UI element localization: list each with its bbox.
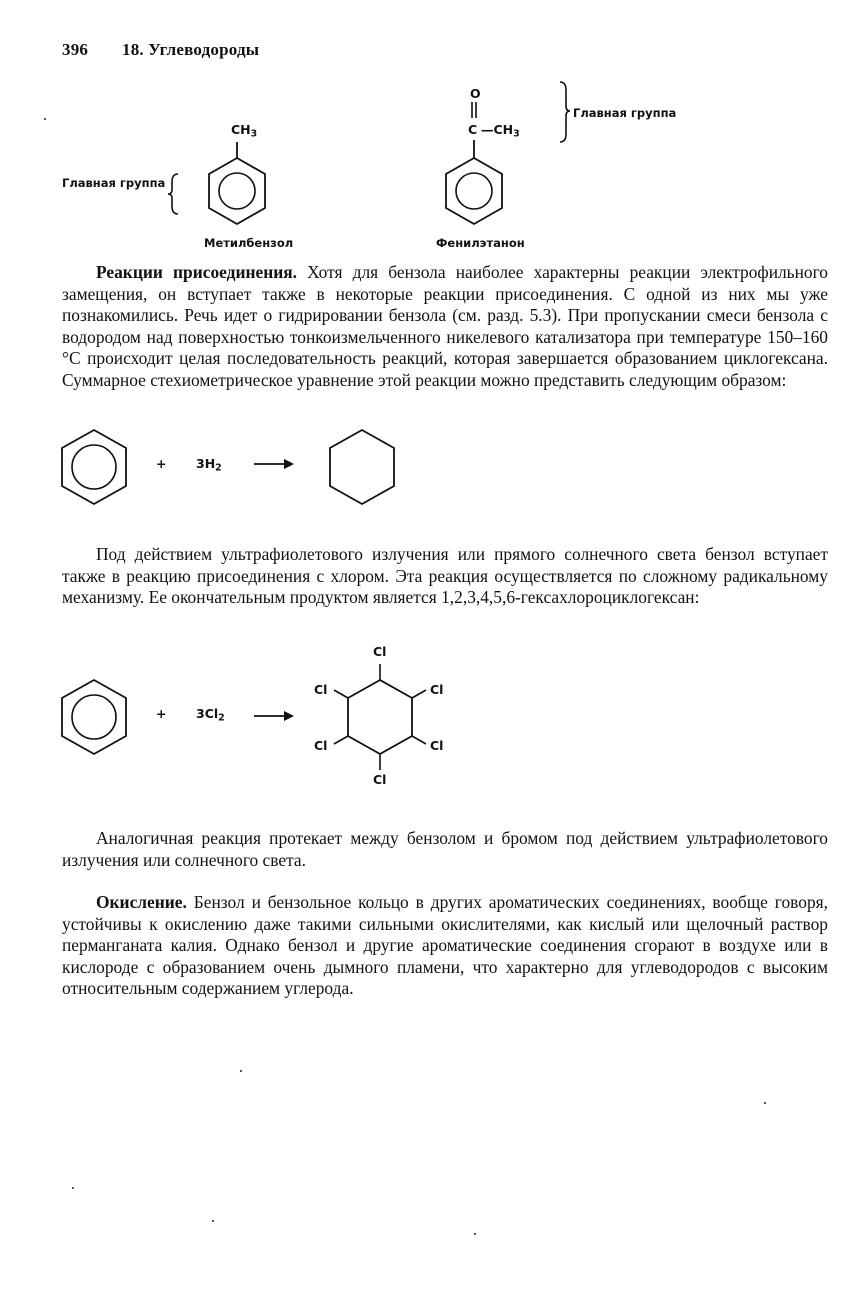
ch3-label-methyl: $CH_3$ — [231, 122, 258, 140]
methylbenzene-structure — [203, 140, 269, 232]
eq1-cyclohexane — [326, 428, 398, 508]
scan-speck — [212, 1220, 214, 1222]
oxidation-title: Окисление. — [96, 892, 187, 912]
chlorine-bottom: Cl — [373, 772, 387, 787]
main-group-label-left: Главная группа — [62, 176, 166, 190]
scan-speck — [72, 1187, 74, 1189]
brace-right — [558, 80, 572, 144]
main-group-label-right: Главная группа — [573, 106, 677, 120]
phenylethanone-label: Фенилэтанон — [436, 236, 525, 250]
brace-left — [168, 172, 180, 216]
chlorine-upper-right: Cl — [430, 682, 444, 697]
carbonyl-oxygen: O — [470, 86, 481, 101]
scan-speck — [44, 118, 46, 120]
eq2-plus: + — [156, 706, 167, 721]
carbonyl-ch3: $—CH_3$ — [481, 122, 520, 140]
scan-speck — [764, 1102, 766, 1104]
oxidation-text: Бензол и бензольное кольцо в других ароматических соединениях, вообще говоря, устойчивы к окислению даже такими сильными окислителями, как кислый или щелочный раствор перманганата калия. Однако бензол и другие ароматические соединения сгорают в воздухе или в кислороде с образованием очень дымного пламени, что характерно для углеводородов с высоким относительным содержанием углерода. — [62, 892, 828, 999]
chlorine-lower-right: Cl — [430, 738, 444, 753]
eq2-arrow — [254, 710, 294, 722]
paragraph-uv-chlorine: Под действием ультрафиолетового излучения или прямого солнечного света бензол вступает также в реакцию присоединения с хлором. Эта реакция осуществляется по сложному радикальному механизму. Ее окончательным продуктом является 1,2,3,4,5,6-гексахлороциклогексан: — [62, 544, 828, 608]
scan-speck — [474, 1233, 476, 1235]
eq2-benzene — [58, 678, 130, 758]
eq1-arrow — [254, 458, 294, 470]
chlorine-top: Cl — [373, 644, 387, 659]
carbonyl-carbon: C — [468, 122, 478, 137]
paragraph-addition — [62, 262, 828, 392]
chlorine-upper-left: Cl — [314, 682, 328, 697]
chapter-title: 18. Углеводороды — [122, 40, 260, 59]
phenylethanone-structure — [440, 138, 506, 232]
page-header — [62, 40, 259, 60]
methylbenzene-label: Метилбензол — [204, 236, 294, 250]
addition-title: Реакции присоединения. — [96, 262, 298, 282]
eq1-reagent: $3H_2$ — [196, 456, 222, 474]
eq1-benzene — [58, 428, 130, 508]
carbonyl-double-bond — [469, 102, 479, 122]
eq1-plus: + — [156, 456, 167, 471]
scan-speck — [240, 1070, 242, 1072]
paragraph-bromine: Аналогичная реакция протекает между бензолом и бромом под действием ультрафиолетового излучения или солнечного света. — [62, 828, 828, 870]
addition-text: Хотя для бензола наиболее характерны реакции электрофильного замещения, он вступает также в некоторые реакции присоединения. С одной из них мы уже познакомились. Речь идет о гидрировании бензола (см. разд. 5.3). При пропускании смеси бензола с водородом над поверхностью тонкоизмельченного никелевого катализатора при температуре 150–160 °С происходит целая последовательность реакций, которая завершается образованием циклогексана. Суммарное стехиометрическое уравнение этой реакции можно представить следующим образом: — [62, 262, 829, 390]
paragraph-oxidation — [62, 892, 828, 1000]
chlorine-lower-left: Cl — [314, 738, 328, 753]
eq2-reagent: $3Cl_2$ — [196, 706, 225, 724]
page-number: 396 — [62, 40, 89, 59]
